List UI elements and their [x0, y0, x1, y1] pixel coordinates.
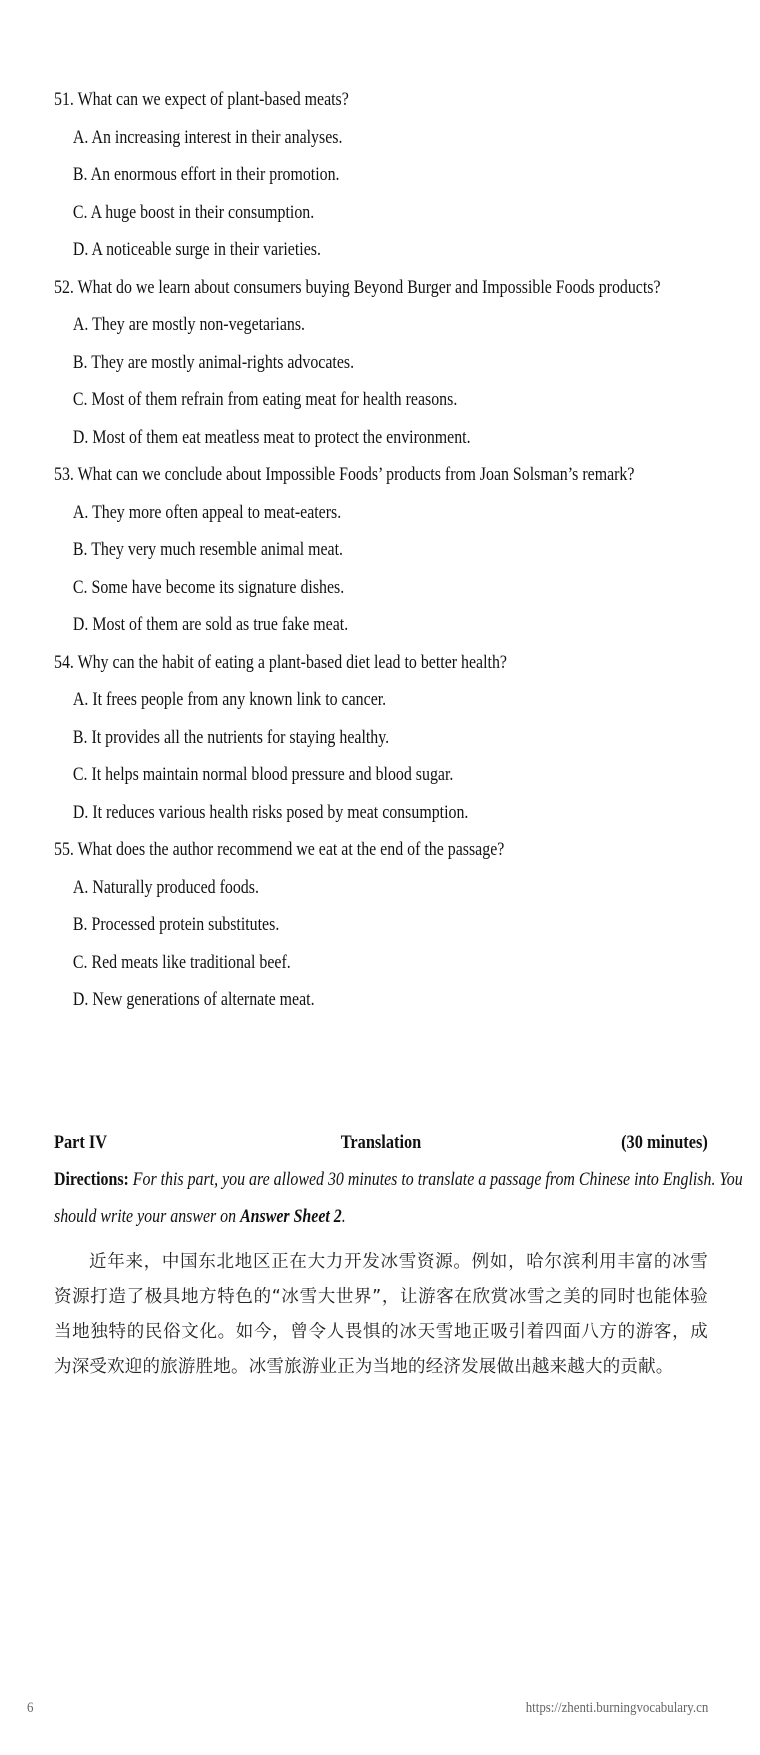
option-b: B. It provides all the nutrients for staying healthy.: [72, 727, 390, 748]
option-d: D. A noticeable surge in their varieties.: [72, 240, 321, 260]
option-a: A. They more often appeal to meat-eaters.: [72, 502, 342, 523]
footer-url: https://zhenti.burningvocabulary.cn: [525, 1700, 708, 1716]
section-title: Translation: [340, 1132, 422, 1153]
page-number: 6: [27, 1700, 34, 1716]
option-d: D. Most of them eat meatless meat to protect the environment.: [72, 427, 471, 448]
option-d: D. New generations of alternate meat.: [72, 990, 315, 1010]
directions-text: should write your answer on: [54, 1207, 241, 1227]
section-time: (30 minutes): [621, 1132, 708, 1153]
directions-line-1: [54, 1162, 743, 1199]
question-51: [54, 82, 714, 270]
question-stem: 52. What do we learn about consumers buying Beyond Burger and Impossible Foods products?: [54, 277, 661, 298]
option-c: C. Some have become its signature dishes.: [72, 577, 345, 598]
directions-period: .: [341, 1207, 346, 1227]
option-d: D. It reduces various health risks posed by meat consumption.: [72, 802, 469, 823]
option-c: C. Most of them refrain from eating meat for health reasons.: [72, 390, 458, 410]
option-b: B. An enormous effort in their promotion.: [72, 165, 340, 185]
question-54: [54, 645, 714, 833]
question-55: [54, 832, 714, 1020]
question-stem: 55. What does the author recommend we eat at the end of the passage?: [54, 840, 505, 860]
option-a: A. They are mostly non-vegetarians.: [72, 315, 306, 335]
option-b: B. They are mostly animal-rights advocates.: [72, 352, 355, 373]
option-a: A. It frees people from any known link to cancer.: [72, 690, 387, 710]
option-b: B. Processed protein substitutes.: [72, 915, 280, 935]
question-stem: 53. What can we conclude about Impossible Foods’ products from Joan Solsman’s remark?: [54, 465, 635, 485]
questions-list: [54, 82, 714, 1020]
option-a: A. Naturally produced foods.: [72, 877, 259, 898]
option-d: D. Most of them are sold as true fake meat.: [72, 615, 349, 635]
directions: [54, 1162, 743, 1236]
directions-line-2: [54, 1199, 616, 1236]
answer-sheet-label: Answer Sheet 2: [240, 1207, 342, 1227]
question-stem: 51. What can we expect of plant-based meats?: [54, 90, 349, 110]
part-label: Part IV: [54, 1132, 108, 1153]
question-stem: 54. Why can the habit of eating a plant-based diet lead to better health?: [54, 652, 507, 673]
option-c: C. It helps maintain normal blood pressure and blood sugar.: [72, 765, 454, 785]
question-52: [54, 270, 714, 458]
directions-text: For this part, you are allowed 30 minutes to translate a passage from Chinese into English. You: [132, 1170, 743, 1190]
translation-passage: 近年来，中国东北地区正在大力开发冰雪资源。例如，哈尔滨利用丰富的冰雪资源打造了极具地方特色的“冰雪大世界”，让游客在欣赏冰雪之美的同时也能体验当地独特的民俗文化。如今，曾令人畏惧的冰天雪地正吸引着四面八方的游客，成为深受欢迎的旅游胜地。冰雪旅游业正为当地的经济发展做出越来越大的贡献。: [54, 1252, 708, 1377]
option-c: C. Red meats like traditional beef.: [72, 952, 291, 973]
option-c: C. A huge boost in their consumption.: [72, 202, 315, 223]
directions-label: Directions:: [54, 1170, 129, 1190]
option-b: B. They very much resemble animal meat.: [72, 540, 344, 560]
section-header: [54, 1128, 708, 1158]
question-53: [54, 457, 714, 645]
option-a: A. An increasing interest in their analyses.: [72, 127, 343, 148]
